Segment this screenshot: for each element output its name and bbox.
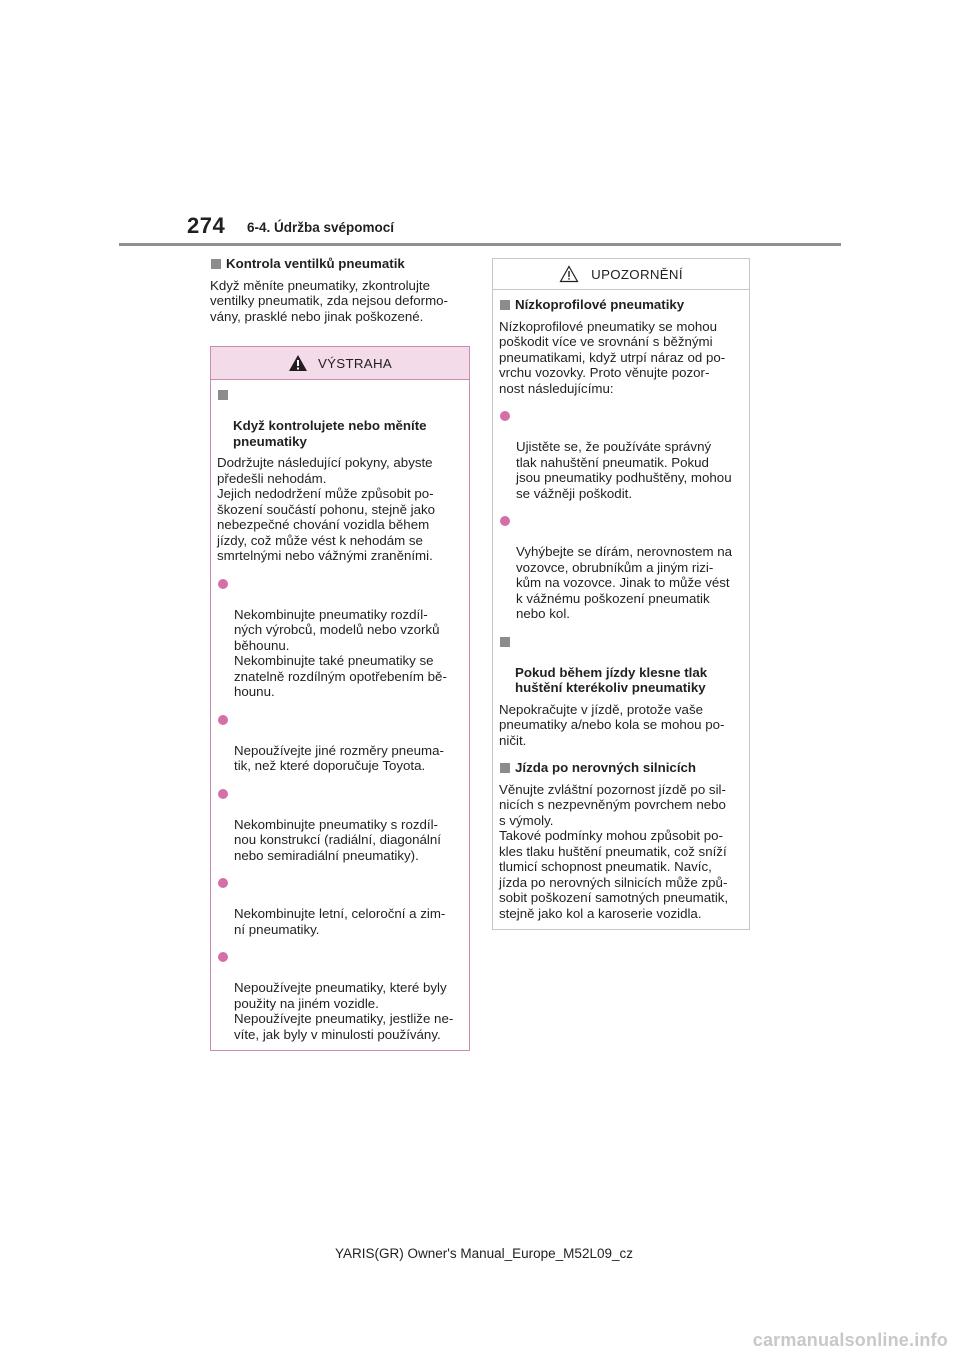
left-column	[210, 256, 470, 1051]
pressure-drop-heading: Pokud během jízdy klesne tlak huštění kterékoliv pneumatiky	[499, 634, 743, 696]
caution-title: UPOZORNĚNÍ	[591, 266, 683, 282]
rough-roads-heading: Jízda po nerovných silnicích	[499, 760, 743, 776]
list-item: Nepoužívejte jiné rozměry pneuma- tik, než které doporučuje Toyota.	[217, 712, 463, 774]
rough-roads-text: Věnujte zvláštní pozornost jízdě po sil- nicích s nezpevněným povrchem nebo s výmoly. Takové podmínky mohou způsobit po- kles tlaku huštění pneumatik, což sníží tlumicí schopnost pneumatik. Navíc, jízda po nerovných silnicích může způ- sobit poškození samotných pneumatik, stejně jako kol a karoserie vozidla.	[499, 781, 729, 921]
warning-header	[211, 347, 469, 380]
list-item: Nekombinujte pneumatiky rozdíl- ných výrobců, modelů nebo vzorků běhounu. Nekombinujte také pneumatiky se znatelně rozdílným opotřebením bě- hounu.	[217, 576, 463, 700]
warning-text: Dodržujte následující pokyny, abyste předešli nehodám. Jejich nedodržení může způsobit po- škození součástí pohonu, stejně jako nebezpečné chování vozidla během jízdy, což může vést k nehodám se smrtelnými nebo vážnými zraněními.	[217, 455, 436, 563]
list-item: Nekombinujte letní, celoroční a zim- ní pneumatiky.	[217, 875, 463, 937]
warning-box	[210, 346, 470, 1051]
pressure-drop-text: Nepokračujte v jízdě, protože vaše pneumatiky a/nebo kola se mohou po- ničit.	[499, 701, 725, 748]
caution-box	[492, 258, 750, 930]
caution-header	[493, 259, 749, 290]
square-bullet-icon	[500, 763, 510, 773]
right-column	[492, 258, 750, 930]
square-bullet-icon	[211, 259, 221, 269]
bullet-dot-icon	[218, 715, 228, 725]
valve-check-heading: Kontrola ventilků pneumatik	[210, 256, 470, 272]
warning-title: VÝSTRAHA	[317, 355, 393, 371]
list-item: Vyhýbejte se dírám, nerovnostem na vozovce, obrubníkům a jiným rizi- kům na vozovce. Jinak to může vést k vážnému poškození pneumatik nebo kol.	[499, 513, 743, 622]
low-profile-heading: Nízkoprofilové pneumatiky	[499, 297, 743, 313]
bullet-dot-icon	[218, 579, 228, 589]
low-profile-text: Nízkoprofilové pneumatiky se mohou poškodit více ve srovnání s běžnými pneumatikami, když utrpí náraz od po- vrchu vozovky. Proto věnujte pozor- nost následujícímu:	[499, 318, 726, 396]
square-bullet-icon	[218, 390, 228, 400]
warning-triangle-icon	[288, 354, 308, 372]
bullet-dot-icon	[500, 411, 510, 421]
header-rule	[119, 243, 841, 246]
square-bullet-icon	[500, 300, 510, 310]
valve-check-text: Když měníte pneumatiky, zkontrolujte ventilky pneumatik, zda nejsou deformo- vány, prasklé nebo jinak poškozené.	[210, 277, 448, 324]
watermark: carmanualsonline.info	[752, 1330, 948, 1350]
square-bullet-icon	[500, 637, 510, 647]
bullet-dot-icon	[218, 878, 228, 888]
bullet-dot-icon	[218, 789, 228, 799]
warning-heading: Když kontrolujete nebo měníte pneumatiky	[217, 387, 463, 449]
list-item: Ujistěte se, že používáte správný tlak nahuštění pneumatik. Pokud jsou pneumatiky podhuštěny, mohou se vážněji poškodit.	[499, 408, 743, 501]
bullet-dot-icon	[500, 516, 510, 526]
list-item: Nepoužívejte pneumatiky, které byly použity na jiném vozidle. Nepoužívejte pneumatiky, jestliže ne- víte, jak byly v minulosti používány.	[217, 949, 463, 1042]
page-number: 274	[187, 213, 226, 238]
caution-triangle-icon	[559, 265, 579, 283]
section-title: 6-4. Údržba svépomocí	[247, 220, 395, 235]
footer-manual-id: YARIS(GR) Owner's Manual_Europe_M52L09_cz	[335, 1246, 633, 1261]
list-item: Nekombinujte pneumatiky s rozdíl- nou konstrukcí (radiální, diagonální nebo semiradiální pneumatiky).	[217, 786, 463, 864]
bullet-dot-icon	[218, 952, 228, 962]
